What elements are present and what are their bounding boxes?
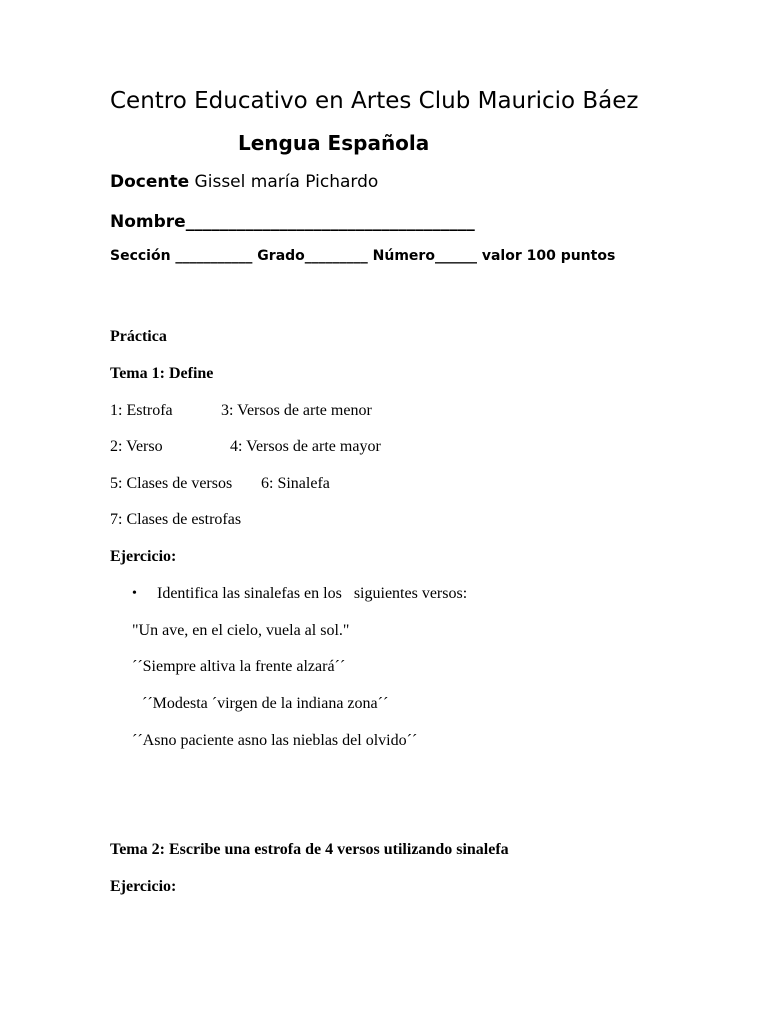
- define-item: 4: Versos de arte mayor: [230, 438, 381, 455]
- school-title: Centro Educativo en Artes Club Mauricio Báez: [110, 88, 639, 114]
- teacher-name: Gissel maría Pichardo: [189, 172, 379, 192]
- verse: "Un ave, en el cielo, vuela al sol.": [132, 622, 350, 639]
- practice-title: Práctica: [110, 328, 167, 345]
- subject-title: Lengua Española: [238, 131, 430, 155]
- define-item: 3: Versos de arte menor: [221, 402, 372, 419]
- name-field: Nombre__________________________________: [110, 212, 475, 232]
- teacher-line: [110, 172, 378, 192]
- verse: ´´Siempre altiva la frente alzará´´: [132, 658, 346, 675]
- bullet-icon: •: [132, 586, 137, 601]
- define-item: 7: Clases de estrofas: [110, 511, 242, 528]
- define-item: 2: Verso: [110, 438, 163, 455]
- define-item: 6: Sinalefa: [261, 475, 330, 492]
- teacher-label: Docente: [110, 172, 190, 192]
- tema2-heading: Tema 2: Escribe una estrofa de 4 versos utilizando sinalefa: [110, 841, 509, 858]
- tema1-heading: Tema 1: Define: [110, 365, 214, 382]
- verse: ´´Asno paciente asno las nieblas del olvido´´: [132, 732, 418, 749]
- define-item: 5: Clases de versos: [110, 475, 233, 492]
- verse: ´´Modesta ´virgen de la indiana zona´´: [142, 695, 389, 712]
- exercise1-heading: Ejercicio:: [110, 548, 177, 565]
- exercise2-heading: Ejercicio:: [110, 878, 177, 895]
- define-item: 1: Estrofa: [110, 402, 173, 419]
- exercise1-instruction: Identifica las sinalefas en los siguientes versos:: [157, 585, 468, 602]
- info-line: Sección ___________ Grado_________ Número______ valor 100 puntos: [110, 248, 616, 264]
